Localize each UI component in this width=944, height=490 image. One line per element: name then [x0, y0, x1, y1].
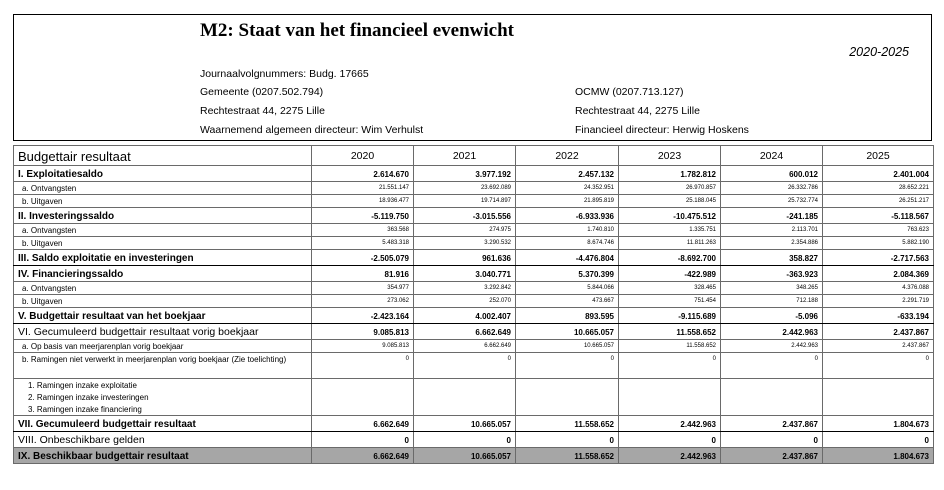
- row-label: VIII. Onbeschikbare gelden: [14, 432, 312, 448]
- period-label: 2020-2025: [849, 45, 909, 59]
- table-row: [14, 379, 934, 392]
- cell-value: 763.623: [823, 224, 934, 237]
- table-row: [14, 353, 934, 379]
- report-header: [13, 14, 932, 141]
- cell-value: [721, 379, 823, 392]
- cell-value: 1.335.751: [619, 224, 721, 237]
- cell-value: 1.804.673: [823, 448, 934, 464]
- cell-value: -422.989: [619, 266, 721, 282]
- cell-value: 3.977.192: [414, 166, 516, 182]
- table-row: [14, 250, 934, 266]
- director-right: Financieel directeur: Herwig Hoskens: [575, 124, 749, 136]
- cell-value: 5.882.190: [823, 237, 934, 250]
- cell-value: 0: [312, 432, 414, 448]
- row-label: IV. Financieringssaldo: [14, 266, 312, 282]
- cell-value: 2.442.963: [619, 416, 721, 432]
- cell-value: 11.558.652: [619, 340, 721, 353]
- cell-value: 2.457.132: [516, 166, 619, 182]
- cell-value: 0: [721, 353, 823, 379]
- cell-value: -2.423.164: [312, 308, 414, 324]
- cell-value: [516, 379, 619, 392]
- cell-value: 25.188.045: [619, 195, 721, 208]
- cell-value: 10.665.057: [414, 448, 516, 464]
- cell-value: 18.936.477: [312, 195, 414, 208]
- cell-value: 600.012: [721, 166, 823, 182]
- cell-value: 358.827: [721, 250, 823, 266]
- row-label: b. Uitgaven: [14, 237, 312, 250]
- row-label: a. Ontvangsten: [14, 224, 312, 237]
- cell-value: 6.662.649: [414, 340, 516, 353]
- cell-value: [619, 403, 721, 416]
- cell-value: -6.933.936: [516, 208, 619, 224]
- table-row: [14, 340, 934, 353]
- row-label: VII. Gecumuleerd budgettair resultaat: [14, 416, 312, 432]
- cell-value: -2.717.563: [823, 250, 934, 266]
- cell-value: 4.376.088: [823, 282, 934, 295]
- cell-value: 2.401.004: [823, 166, 934, 182]
- cell-value: 23.692.089: [414, 182, 516, 195]
- cell-value: 0: [619, 353, 721, 379]
- cell-value: 9.085.813: [312, 324, 414, 340]
- cell-value: 11.558.652: [516, 448, 619, 464]
- table-row: [14, 391, 934, 403]
- table-row: [14, 266, 934, 282]
- cell-value: 10.665.057: [516, 324, 619, 340]
- table-row: [14, 224, 934, 237]
- address-right: Rechtestraat 44, 2275 Lille: [575, 105, 700, 117]
- cell-value: 473.667: [516, 295, 619, 308]
- cell-value: -5.096: [721, 308, 823, 324]
- cell-value: 274.975: [414, 224, 516, 237]
- cell-value: 26.970.857: [619, 182, 721, 195]
- cell-value: [516, 403, 619, 416]
- row-label: VI. Gecumuleerd budgettair resultaat vorig boekjaar: [14, 324, 312, 340]
- cell-value: 2.354.886: [721, 237, 823, 250]
- row-label: a. Op basis van meerjarenplan vorig boekjaar: [14, 340, 312, 353]
- row-label: b. Uitgaven: [14, 295, 312, 308]
- year-header: 2022: [516, 146, 619, 166]
- cell-value: 0: [516, 432, 619, 448]
- cell-value: 26.251.217: [823, 195, 934, 208]
- cell-value: 273.062: [312, 295, 414, 308]
- cell-value: 712.188: [721, 295, 823, 308]
- row-label: b. Ramingen niet verwerkt in meerjarenplan vorig boekjaar (Zie toelichting): [14, 353, 312, 379]
- cell-value: -8.692.700: [619, 250, 721, 266]
- cell-value: 1.740.810: [516, 224, 619, 237]
- cell-value: 363.568: [312, 224, 414, 237]
- table-header-row: [14, 146, 934, 166]
- cell-value: 2.614.670: [312, 166, 414, 182]
- row-label: III. Saldo exploitatie en investeringen: [14, 250, 312, 266]
- cell-value: 0: [516, 353, 619, 379]
- cell-value: -241.185: [721, 208, 823, 224]
- cell-value: [823, 403, 934, 416]
- table-title: Budgettair resultaat: [14, 146, 312, 166]
- row-label: a. Ontvangsten: [14, 182, 312, 195]
- cell-value: 6.662.649: [312, 416, 414, 432]
- cell-value: 961.636: [414, 250, 516, 266]
- cell-value: -633.194: [823, 308, 934, 324]
- cell-value: 10.665.057: [516, 340, 619, 353]
- cell-value: [619, 379, 721, 392]
- year-header: 2025: [823, 146, 934, 166]
- cell-value: -4.476.804: [516, 250, 619, 266]
- cell-value: 26.332.786: [721, 182, 823, 195]
- table-row: [14, 432, 934, 448]
- journal-number: Journaalvolgnummers: Budg. 17665: [200, 68, 369, 80]
- cell-value: 0: [312, 353, 414, 379]
- cell-value: [312, 391, 414, 403]
- row-label: 3. Ramingen inzake financiering: [14, 403, 312, 416]
- cell-value: 893.595: [516, 308, 619, 324]
- year-header: 2023: [619, 146, 721, 166]
- cell-value: [312, 379, 414, 392]
- cell-value: 2.084.369: [823, 266, 934, 282]
- cell-value: 4.002.407: [414, 308, 516, 324]
- cell-value: -10.475.512: [619, 208, 721, 224]
- cell-value: [823, 391, 934, 403]
- cell-value: [414, 403, 516, 416]
- cell-value: 81.916: [312, 266, 414, 282]
- cell-value: 2.437.867: [721, 448, 823, 464]
- cell-value: 21.895.819: [516, 195, 619, 208]
- cell-value: 11.558.652: [619, 324, 721, 340]
- row-label: II. Investeringssaldo: [14, 208, 312, 224]
- cell-value: 3.040.771: [414, 266, 516, 282]
- cell-value: 5.483.318: [312, 237, 414, 250]
- cell-value: 348.265: [721, 282, 823, 295]
- table-row: [14, 416, 934, 432]
- cell-value: 2.113.701: [721, 224, 823, 237]
- table-row: [14, 324, 934, 340]
- cell-value: 6.662.649: [414, 324, 516, 340]
- table-row: [14, 166, 934, 182]
- cell-value: 0: [823, 432, 934, 448]
- row-label: a. Ontvangsten: [14, 282, 312, 295]
- row-label: b. Uitgaven: [14, 195, 312, 208]
- cell-value: 0: [414, 432, 516, 448]
- cell-value: [516, 391, 619, 403]
- cell-value: 11.811.263: [619, 237, 721, 250]
- cell-value: 328.465: [619, 282, 721, 295]
- cell-value: [312, 403, 414, 416]
- row-label: 2. Ramingen inzake investeringen: [14, 391, 312, 403]
- cell-value: 5.844.066: [516, 282, 619, 295]
- row-label: V. Budgettair resultaat van het boekjaar: [14, 308, 312, 324]
- cell-value: 2.437.867: [721, 416, 823, 432]
- cell-value: 19.714.897: [414, 195, 516, 208]
- cell-value: 25.732.774: [721, 195, 823, 208]
- cell-value: 28.652.221: [823, 182, 934, 195]
- cell-value: 9.085.813: [312, 340, 414, 353]
- table-row: [14, 448, 934, 464]
- cell-value: 5.370.399: [516, 266, 619, 282]
- cell-value: 0: [721, 432, 823, 448]
- table-row: [14, 295, 934, 308]
- cell-value: 3.290.532: [414, 237, 516, 250]
- director-left: Waarnemend algemeen directeur: Wim Verhulst: [200, 124, 424, 136]
- cell-value: [414, 379, 516, 392]
- row-label: IX. Beschikbaar budgettair resultaat: [14, 448, 312, 464]
- cell-value: 1.782.812: [619, 166, 721, 182]
- cell-value: -2.505.079: [312, 250, 414, 266]
- cell-value: -5.119.750: [312, 208, 414, 224]
- table-row: [14, 182, 934, 195]
- row-label: I. Exploitatiesaldo: [14, 166, 312, 182]
- table-row: [14, 208, 934, 224]
- cell-value: 2.437.867: [823, 324, 934, 340]
- cell-value: 11.558.652: [516, 416, 619, 432]
- cell-value: [414, 391, 516, 403]
- cell-value: 24.352.951: [516, 182, 619, 195]
- ocmw-label: OCMW (0207.713.127): [575, 86, 684, 98]
- table-row: [14, 282, 934, 295]
- cell-value: -5.118.567: [823, 208, 934, 224]
- cell-value: 2.291.719: [823, 295, 934, 308]
- cell-value: [823, 379, 934, 392]
- cell-value: [721, 391, 823, 403]
- page-title: M2: Staat van het financieel evenwicht: [200, 20, 514, 41]
- cell-value: 2.442.963: [619, 448, 721, 464]
- year-header: 2024: [721, 146, 823, 166]
- budget-result-table: [13, 145, 934, 464]
- row-label: 1. Ramingen inzake exploitatie: [14, 379, 312, 392]
- year-header: 2020: [312, 146, 414, 166]
- year-header: 2021: [414, 146, 516, 166]
- cell-value: 21.551.147: [312, 182, 414, 195]
- cell-value: 751.454: [619, 295, 721, 308]
- table-row: [14, 403, 934, 416]
- cell-value: 10.665.057: [414, 416, 516, 432]
- cell-value: 252.070: [414, 295, 516, 308]
- cell-value: [721, 403, 823, 416]
- cell-value: 0: [619, 432, 721, 448]
- table-row: [14, 237, 934, 250]
- cell-value: 1.804.673: [823, 416, 934, 432]
- cell-value: -9.115.689: [619, 308, 721, 324]
- cell-value: 6.662.649: [312, 448, 414, 464]
- cell-value: [619, 391, 721, 403]
- cell-value: 0: [414, 353, 516, 379]
- cell-value: 2.442.963: [721, 340, 823, 353]
- table-row: [14, 195, 934, 208]
- cell-value: 2.442.963: [721, 324, 823, 340]
- gemeente-label: Gemeente (0207.502.794): [200, 86, 324, 98]
- cell-value: 8.674.746: [516, 237, 619, 250]
- address-left: Rechtestraat 44, 2275 Lille: [200, 105, 325, 117]
- cell-value: -363.923: [721, 266, 823, 282]
- cell-value: 0: [823, 353, 934, 379]
- table-row: [14, 308, 934, 324]
- cell-value: 354.977: [312, 282, 414, 295]
- cell-value: 2.437.867: [823, 340, 934, 353]
- cell-value: 3.292.842: [414, 282, 516, 295]
- cell-value: -3.015.556: [414, 208, 516, 224]
